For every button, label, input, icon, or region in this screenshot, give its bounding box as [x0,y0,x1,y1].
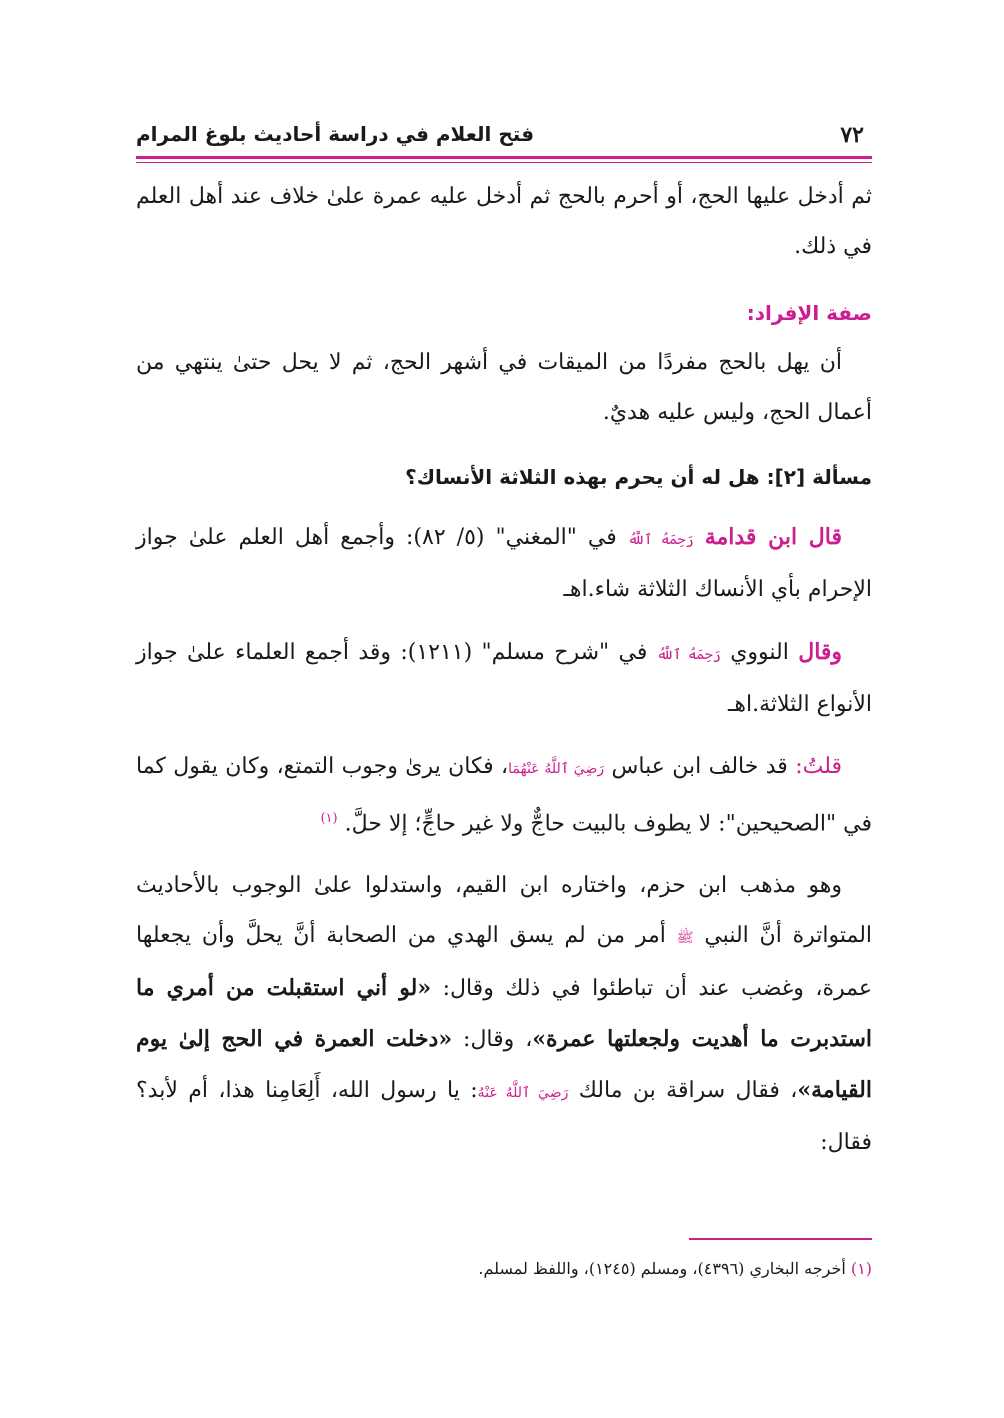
header-rule-thin [136,162,872,163]
paragraph-ifrad: أن يهل بالحج مفردًا من الميقات في أشهر الحج، ثم لا يحل حتىٰ ينتهي من أعمال الحج، وليس عليه هديٌ. [136,350,872,425]
header-rule-thick [136,156,872,159]
note-text-cont: ، فكان يرىٰ وجوب التمتع، وكان يقول كما في "الصحيحين": لا يطوف بالبيت حاجٌّ ولا غير حاجٍّ؛ إلا حلَّ. [136,754,872,837]
note-text: قد خالف ابن عباس [611,754,788,779]
honorific: رَحِمَهُ ٱللَّهُ [627,532,694,548]
question-heading: مسألة [٢]: هل له أن يحرم بهذه الثلاثة الأنساك؟ [405,465,872,489]
final-text-2: أمر من لم يسق الهدي من الصحابة أنَّ يحلَّ وأن يجعلها عمرة، وغضب عند أن تباطئوا في ذلك وقال: [136,923,872,1002]
footnote-divider [689,1238,872,1240]
page-number: ٧٢ [840,122,864,148]
page-body [136,172,872,1168]
paragraph-continuation: ثم أدخل عليها الحج، أو أحرم بالحج ثم أدخل عليه عمرة علىٰ خلاف عند أهل العلم في ذلك. [136,184,872,259]
paragraph-note [136,742,872,849]
honorific: رَضِيَ ٱللَّهُ عَنْهُمَا [508,761,605,777]
footnote-number: (١) [850,1259,872,1278]
honorific: رَضِيَ ٱللَّهُ عَنْهُ [477,1085,569,1102]
footnote-text: أخرجه البخاري (٤٣٩٦)، ومسلم (١٢٤٥)، واللفظ لمسلم. [478,1259,846,1278]
hadith-quote-1: «لو أني استقبلت من أمري ما استدبرت ما أهديت ولجعلتها عمرة» [136,975,872,1053]
honorific: ﷺ [676,930,694,947]
footnote [136,1255,872,1283]
section-heading: صفة الإفراد: [746,301,872,325]
final-text-4: ، فقال سراقة بن مالك [578,1078,798,1104]
note-lead: قلتُ: [795,754,843,779]
final-text-5: : يا رسول الله، أَلِعَامِنا هذا، أم لأبد؟ فقال: [136,1078,872,1156]
quote-text: في "شرح مسلم" (١٢١١): وقد أجمع العلماء علىٰ جواز الأنواع الثلاثة.اهـ [136,640,872,717]
paragraph-quote-nawawi [136,627,872,730]
honorific: رَحِمَهُ ٱللَّهُ [656,647,721,663]
paragraph-quote-ibn-qudama [136,512,872,615]
page-header [136,112,872,156]
footnote-reference[interactable]: (١) [320,811,338,826]
quote-lead: وقال [798,639,843,665]
quoted-name: النووي [730,640,789,665]
quote-lead: قال ابن قدامة [704,524,842,550]
hadith-quote-2: «دخلت العمرة في الحج إلىٰ يوم القيامة» [136,1026,872,1104]
final-text-1: وهو مذهب ابن حزم، واختاره ابن القيم، واستدلوا علىٰ الوجوب بالأحاديث المتواترة أنَّ النبي [136,873,873,949]
quote-text: في "المغني" (٥/ ٨٢): وأجمع أهل العلم علىٰ جواز الإحرام بأي الأنساك الثلاثة شاء.اهـ [136,525,872,602]
book-title: فتح العلام في دراسة أحاديث بلوغ المرام [136,122,535,146]
final-text-3: ، وقال: [463,1027,533,1053]
paragraph-final [136,861,872,1168]
